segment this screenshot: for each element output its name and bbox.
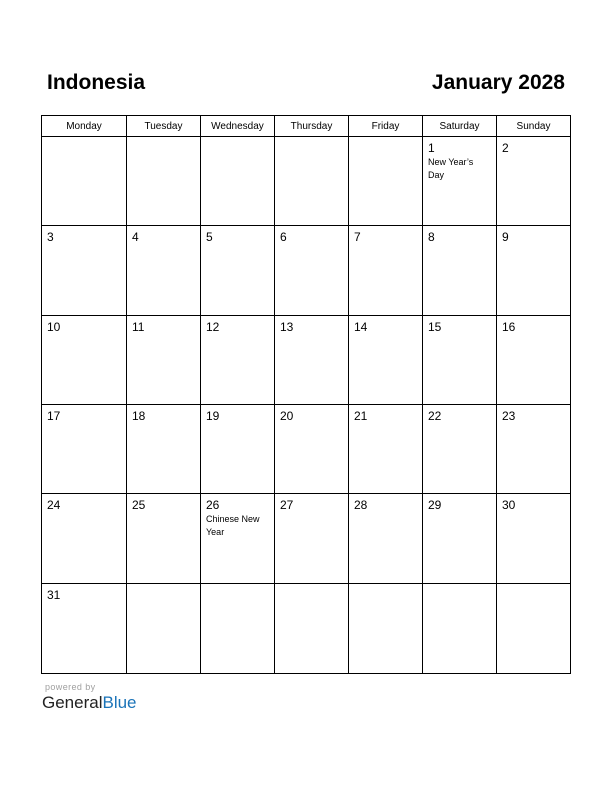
day-cell [127, 137, 201, 226]
day-number: 9 [502, 230, 509, 245]
day-cell [42, 226, 127, 315]
day-number: 8 [428, 230, 435, 245]
day-cell [42, 494, 127, 583]
day-cell [275, 316, 349, 405]
day-cell [275, 405, 349, 494]
day-number: 24 [47, 498, 61, 513]
day-number: 4 [132, 230, 139, 245]
day-number: 7 [354, 230, 361, 245]
day-number: 28 [354, 498, 368, 513]
day-number: 30 [502, 498, 516, 513]
day-cell [42, 584, 127, 673]
day-number: 27 [280, 498, 294, 513]
day-number: 3 [47, 230, 54, 245]
day-cell [275, 226, 349, 315]
day-number: 18 [132, 409, 146, 423]
day-cell [423, 494, 497, 583]
day-number: 5 [206, 230, 213, 245]
day-number: 22 [428, 409, 442, 423]
day-number: 12 [206, 319, 220, 334]
day-number: 23 [502, 409, 516, 423]
day-cell [201, 584, 275, 673]
day-cell [423, 316, 497, 405]
day-cell [349, 584, 423, 673]
day-cell [201, 226, 275, 315]
weekday-header: Tuesday [127, 116, 201, 137]
day-cell [127, 584, 201, 673]
weekday-header: Monday [42, 116, 127, 137]
day-number: 17 [47, 409, 61, 423]
day-cell [127, 316, 201, 405]
brand-part1: General [42, 693, 103, 712]
day-number: 31 [47, 587, 61, 602]
day-number: 10 [47, 319, 61, 334]
day-number: 11 [132, 319, 145, 334]
day-cell [201, 316, 275, 405]
holiday-label: New Year’s Day [428, 157, 474, 180]
day-cell [497, 584, 570, 673]
day-cell [497, 494, 570, 583]
day-cell [201, 137, 275, 226]
day-cell [497, 405, 570, 494]
day-cell [127, 494, 201, 583]
brand-part2: Blue [102, 693, 137, 712]
powered-by-label: powered by [45, 682, 96, 692]
day-number: 16 [502, 319, 516, 334]
day-cell [42, 137, 127, 226]
day-cell [349, 137, 423, 226]
day-number: 19 [206, 409, 220, 423]
weekday-header: Friday [349, 116, 423, 137]
calendar-month-title: January 2028 [431, 71, 565, 94]
day-cell [423, 584, 497, 673]
day-cell [42, 316, 127, 405]
day-cell [349, 316, 423, 405]
day-cell [201, 494, 275, 583]
holiday-label: Chinese New Year [206, 514, 260, 538]
day-cell [275, 584, 349, 673]
day-cell [127, 405, 201, 494]
day-cell [423, 226, 497, 315]
day-cell [423, 405, 497, 494]
day-cell [275, 494, 349, 583]
day-cell [349, 494, 423, 583]
weekday-header: Thursday [275, 116, 349, 137]
day-cell [423, 137, 497, 226]
day-cell [201, 405, 275, 494]
day-number: 15 [428, 319, 442, 334]
day-cell [497, 137, 570, 226]
day-number: 29 [428, 498, 442, 513]
day-cell [42, 405, 127, 494]
day-number: 25 [132, 498, 146, 513]
day-number: 20 [280, 409, 294, 423]
weekday-header: Sunday [497, 116, 570, 137]
day-number: 2 [502, 141, 509, 155]
day-number: 1 [428, 141, 435, 155]
calendar-country-title: Indonesia [47, 71, 146, 94]
day-number: 14 [354, 319, 368, 334]
day-cell [497, 316, 570, 405]
day-cell [349, 226, 423, 315]
day-cell [497, 226, 570, 315]
weekday-header: Wednesday [201, 116, 275, 137]
day-cell [275, 137, 349, 226]
calendar-grid [41, 115, 571, 674]
generalblue-logo [42, 693, 137, 713]
weekday-header: Saturday [423, 116, 497, 137]
day-cell [349, 405, 423, 494]
day-number: 6 [280, 230, 287, 245]
day-number: 26 [206, 498, 220, 513]
day-number: 13 [280, 319, 294, 334]
day-cell [127, 226, 201, 315]
day-number: 21 [354, 409, 368, 423]
